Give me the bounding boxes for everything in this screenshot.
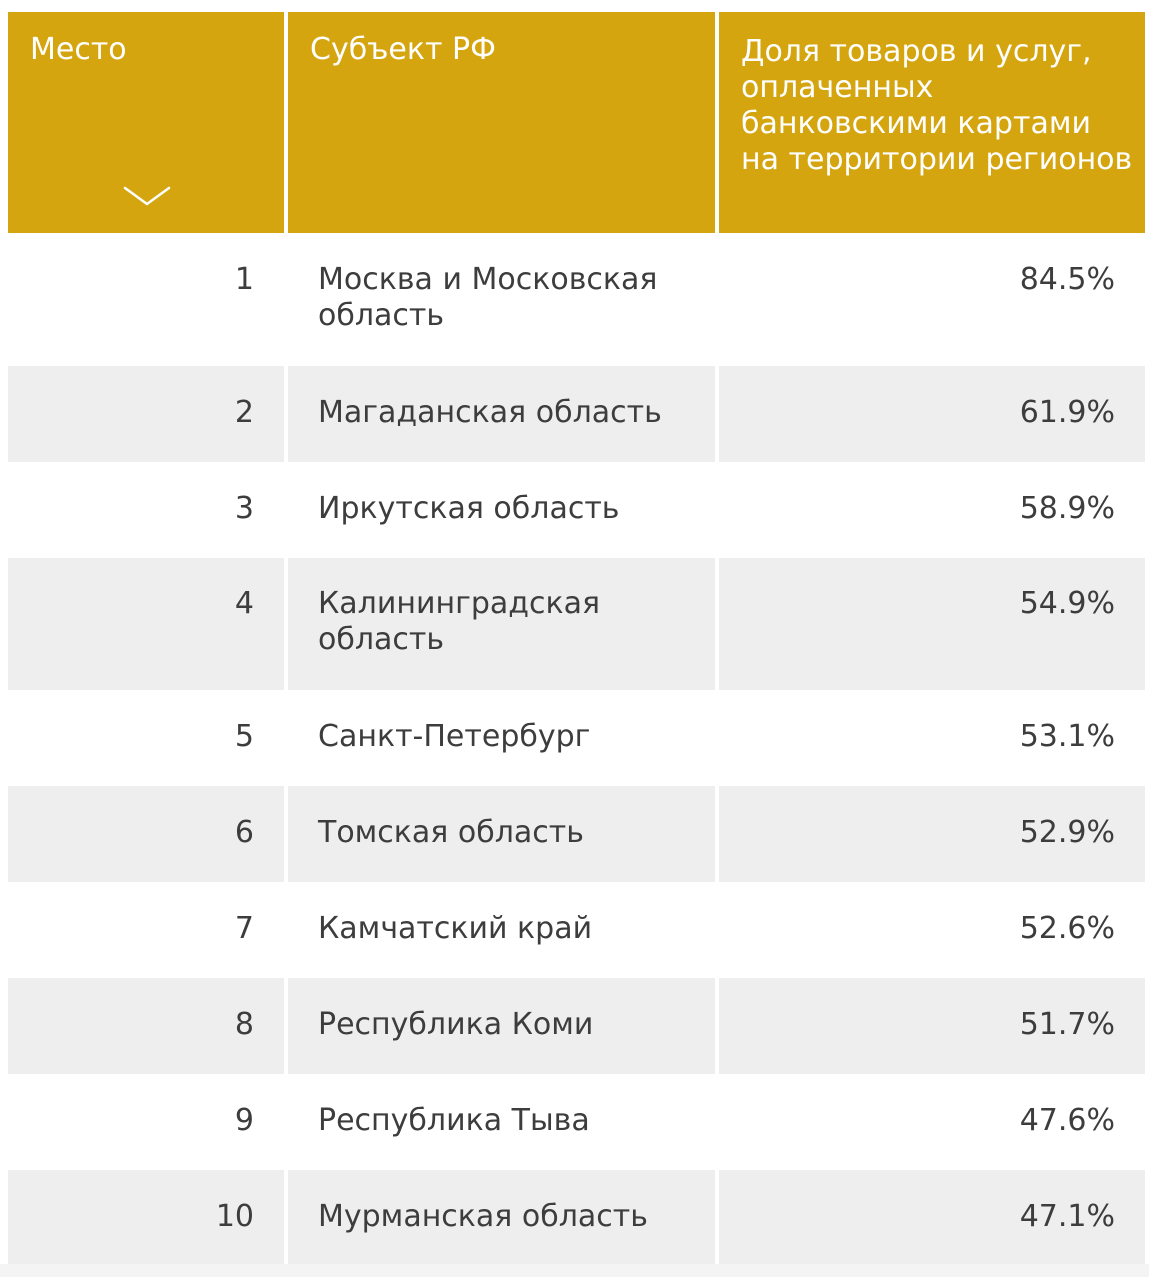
region-cell: Камчатский край [318,911,593,946]
region-cell: Магаданская область [288,366,715,462]
column-header-share-label: Доля товаров и услуг, оплаченных банковскими картами на территории регионов [741,34,1133,177]
share-cell: 47.1% [719,1170,1145,1266]
region-cell: Республика Тыва [318,1103,590,1138]
column-header-rank[interactable] [8,12,284,233]
table-row [8,1074,1145,1170]
region-cell: Мурманская область [288,1170,715,1266]
table-row [8,558,1145,690]
table-row [8,786,1145,882]
rank-cell: 6 [8,786,284,882]
column-header-region-label: Субъект РФ [310,32,496,67]
table-row [8,462,1145,558]
share-cell: 54.9% [719,558,1145,690]
column-header-rank-label: Место [30,32,127,67]
rank-cell: 10 [8,1170,284,1266]
rank-cell: 2 [8,366,284,462]
region-cell: Республика Коми [288,978,715,1074]
scroll-edge [0,1264,1149,1277]
table-row [8,233,1145,366]
rank-cell: 3 [234,491,254,526]
share-cell: 52.9% [719,786,1145,882]
table-row [8,366,1145,462]
rank-cell: 1 [234,262,254,297]
table-header-row [8,12,1145,233]
table-row [8,1170,1145,1266]
region-cell: Москва и Московская область [318,262,658,333]
share-cell: 51.7% [719,978,1145,1074]
table-row [8,690,1145,786]
rank-cell: 5 [234,719,254,754]
share-cell: 61.9% [719,366,1145,462]
region-cell: Санкт-Петербург [318,719,591,754]
column-header-share[interactable] [719,12,1145,233]
table-row [8,978,1145,1074]
region-cell: Калининградская область [288,558,715,690]
rank-cell: 8 [8,978,284,1074]
region-cell: Иркутская область [318,491,620,526]
chevron-down-icon[interactable] [123,184,171,208]
share-cell: 52.6% [1019,911,1115,946]
share-cell: 58.9% [1019,491,1115,526]
ranking-table [8,12,1145,1266]
rank-cell: 9 [234,1103,254,1138]
share-cell: 53.1% [1019,719,1115,754]
rank-cell: 7 [234,911,254,946]
region-cell: Томская область [288,786,715,882]
rank-cell: 4 [8,558,284,690]
share-cell: 47.6% [1019,1103,1115,1138]
share-cell: 84.5% [1019,262,1115,297]
table-row [8,882,1145,978]
column-header-region[interactable] [288,12,715,233]
